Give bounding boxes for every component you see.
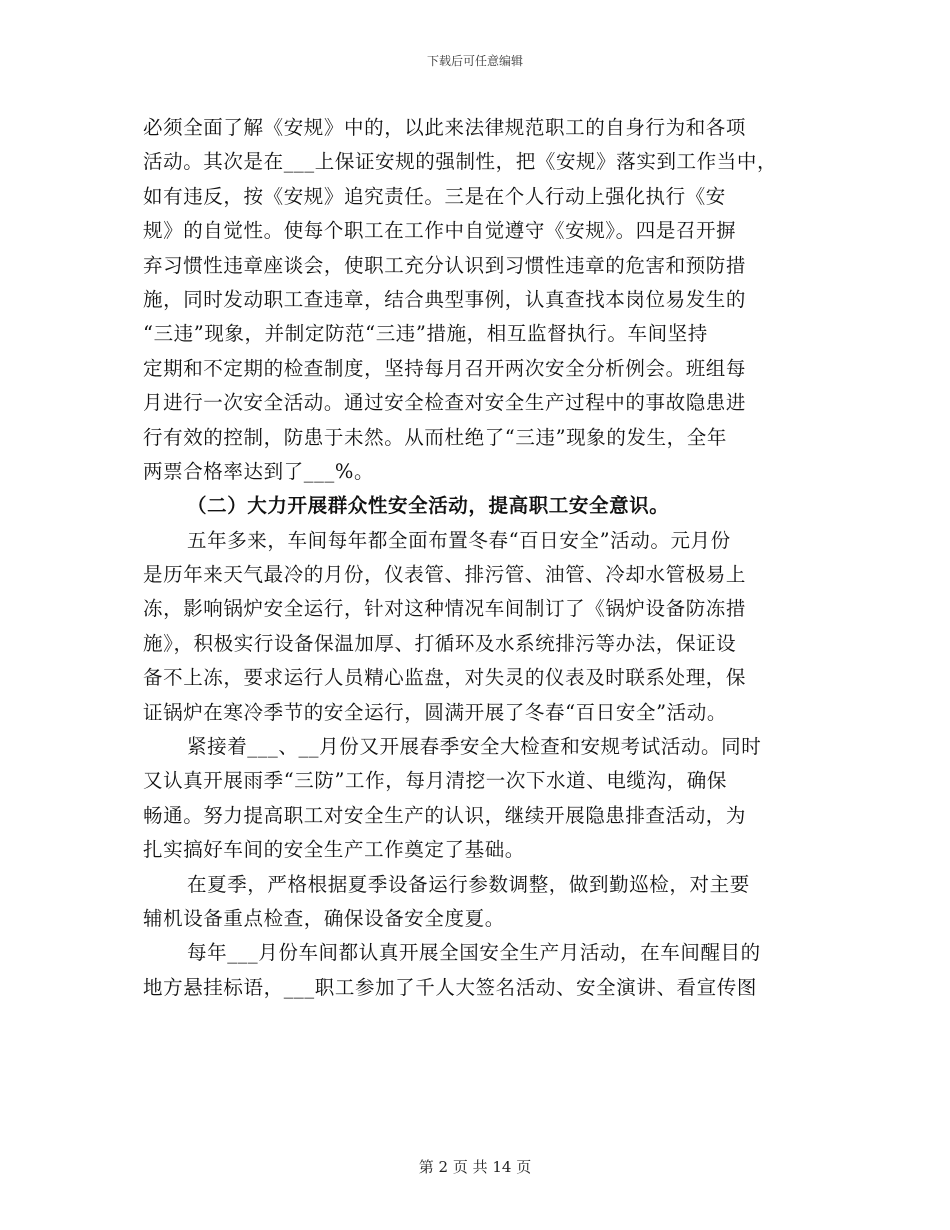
text-line: 在夏季，严格根据夏季设备运行参数调整，做到勤巡检，对主要 (187, 872, 750, 896)
text-line: 扎实搞好车间的安全生产工作奠定了基础。 (143, 838, 525, 862)
text-line: 畅通。努力提高职工对安全生产的认识，继续开展隐患排查活动，为 (143, 803, 747, 827)
text-line: “三违”现象，并制定防范“三违”措施，相互监督执行。车间坚持 (143, 322, 708, 346)
page-footer: 第 2 页 共 14 页 (418, 1158, 532, 1176)
text-line: 定期和不定期的检查制度，坚持每月召开两次安全分析例会。班组每 (143, 356, 747, 380)
text-line: 弃习惯性违章座谈会，使职工充分认识到习惯性违章的危害和预防措 (143, 253, 747, 277)
text-line: 行有效的控制，防患于未然。从而杜绝了“三违”现象的发生，全年 (143, 425, 727, 449)
text-line: 地方悬挂标语，___职工参加了千人大签名活动、安全演讲、看宣传图 (143, 975, 757, 999)
text-line: 辅机设备重点检查，确保设备安全度夏。 (143, 906, 505, 930)
text-line: 规》的自觉性。使每个职工在工作中自觉遵守《安规》。四是召开摒 (143, 219, 737, 243)
document-body (143, 111, 819, 1005)
text-line: 证锅炉在寒冷季节的安全运行，圆满开展了冬春“百日安全”活动。 (143, 700, 727, 724)
text-line: 如有违反，按《安规》追究责任。三是在个人行动上强化执行《安 (143, 184, 726, 208)
text-line: 又认真开展雨季“三防”工作，每月清挖一次下水道、电缆沟，确保 (143, 769, 727, 793)
text-line: 施，同时发动职工查违章，结合典型事例，认真查找本岗位易发生的 (143, 287, 747, 311)
text-line: 是历年来天气最冷的月份，仪表管、排污管、油管、冷却水管极易上 (143, 563, 747, 587)
text-line: 月进行一次安全活动。通过安全检查对安全生产过程中的事故隐患进 (143, 391, 747, 415)
text-line: 每年___月份车间都认真开展全国安全生产月活动，在车间醒目的 (187, 941, 761, 965)
text-line: 活动。其次是在___上保证安规的强制性，把《安规》落实到工作当中， (143, 150, 778, 174)
section-heading: （二）大力开展群众性安全活动，提高职工安全意识。 (187, 494, 670, 518)
text-line: 备不上冻，要求运行人员精心监盘，对失灵的仪表及时联系处理，保 (143, 666, 747, 690)
text-line: 两票合格率达到了___%。 (143, 459, 375, 483)
text-line: 五年多来，车间每年都全面布置冬春“百日安全”活动。元月份 (187, 528, 731, 552)
text-line: 施》，积极实行设备保温加厚、打循环及水系统排污等办法，保证设 (143, 631, 737, 655)
text-line: 必须全面了解《安规》中的，以此来法律规范职工的自身行为和各项 (143, 116, 747, 139)
page-header: 下载后可任意编辑 (426, 54, 523, 68)
text-line: 冻，影响锅炉安全运行，针对这种情况车间制订了《锅炉设备防冻措 (143, 597, 747, 621)
text-line: 紧接着___、__月份又开展春季安全大检查和安规考试活动。同时 (187, 735, 762, 759)
